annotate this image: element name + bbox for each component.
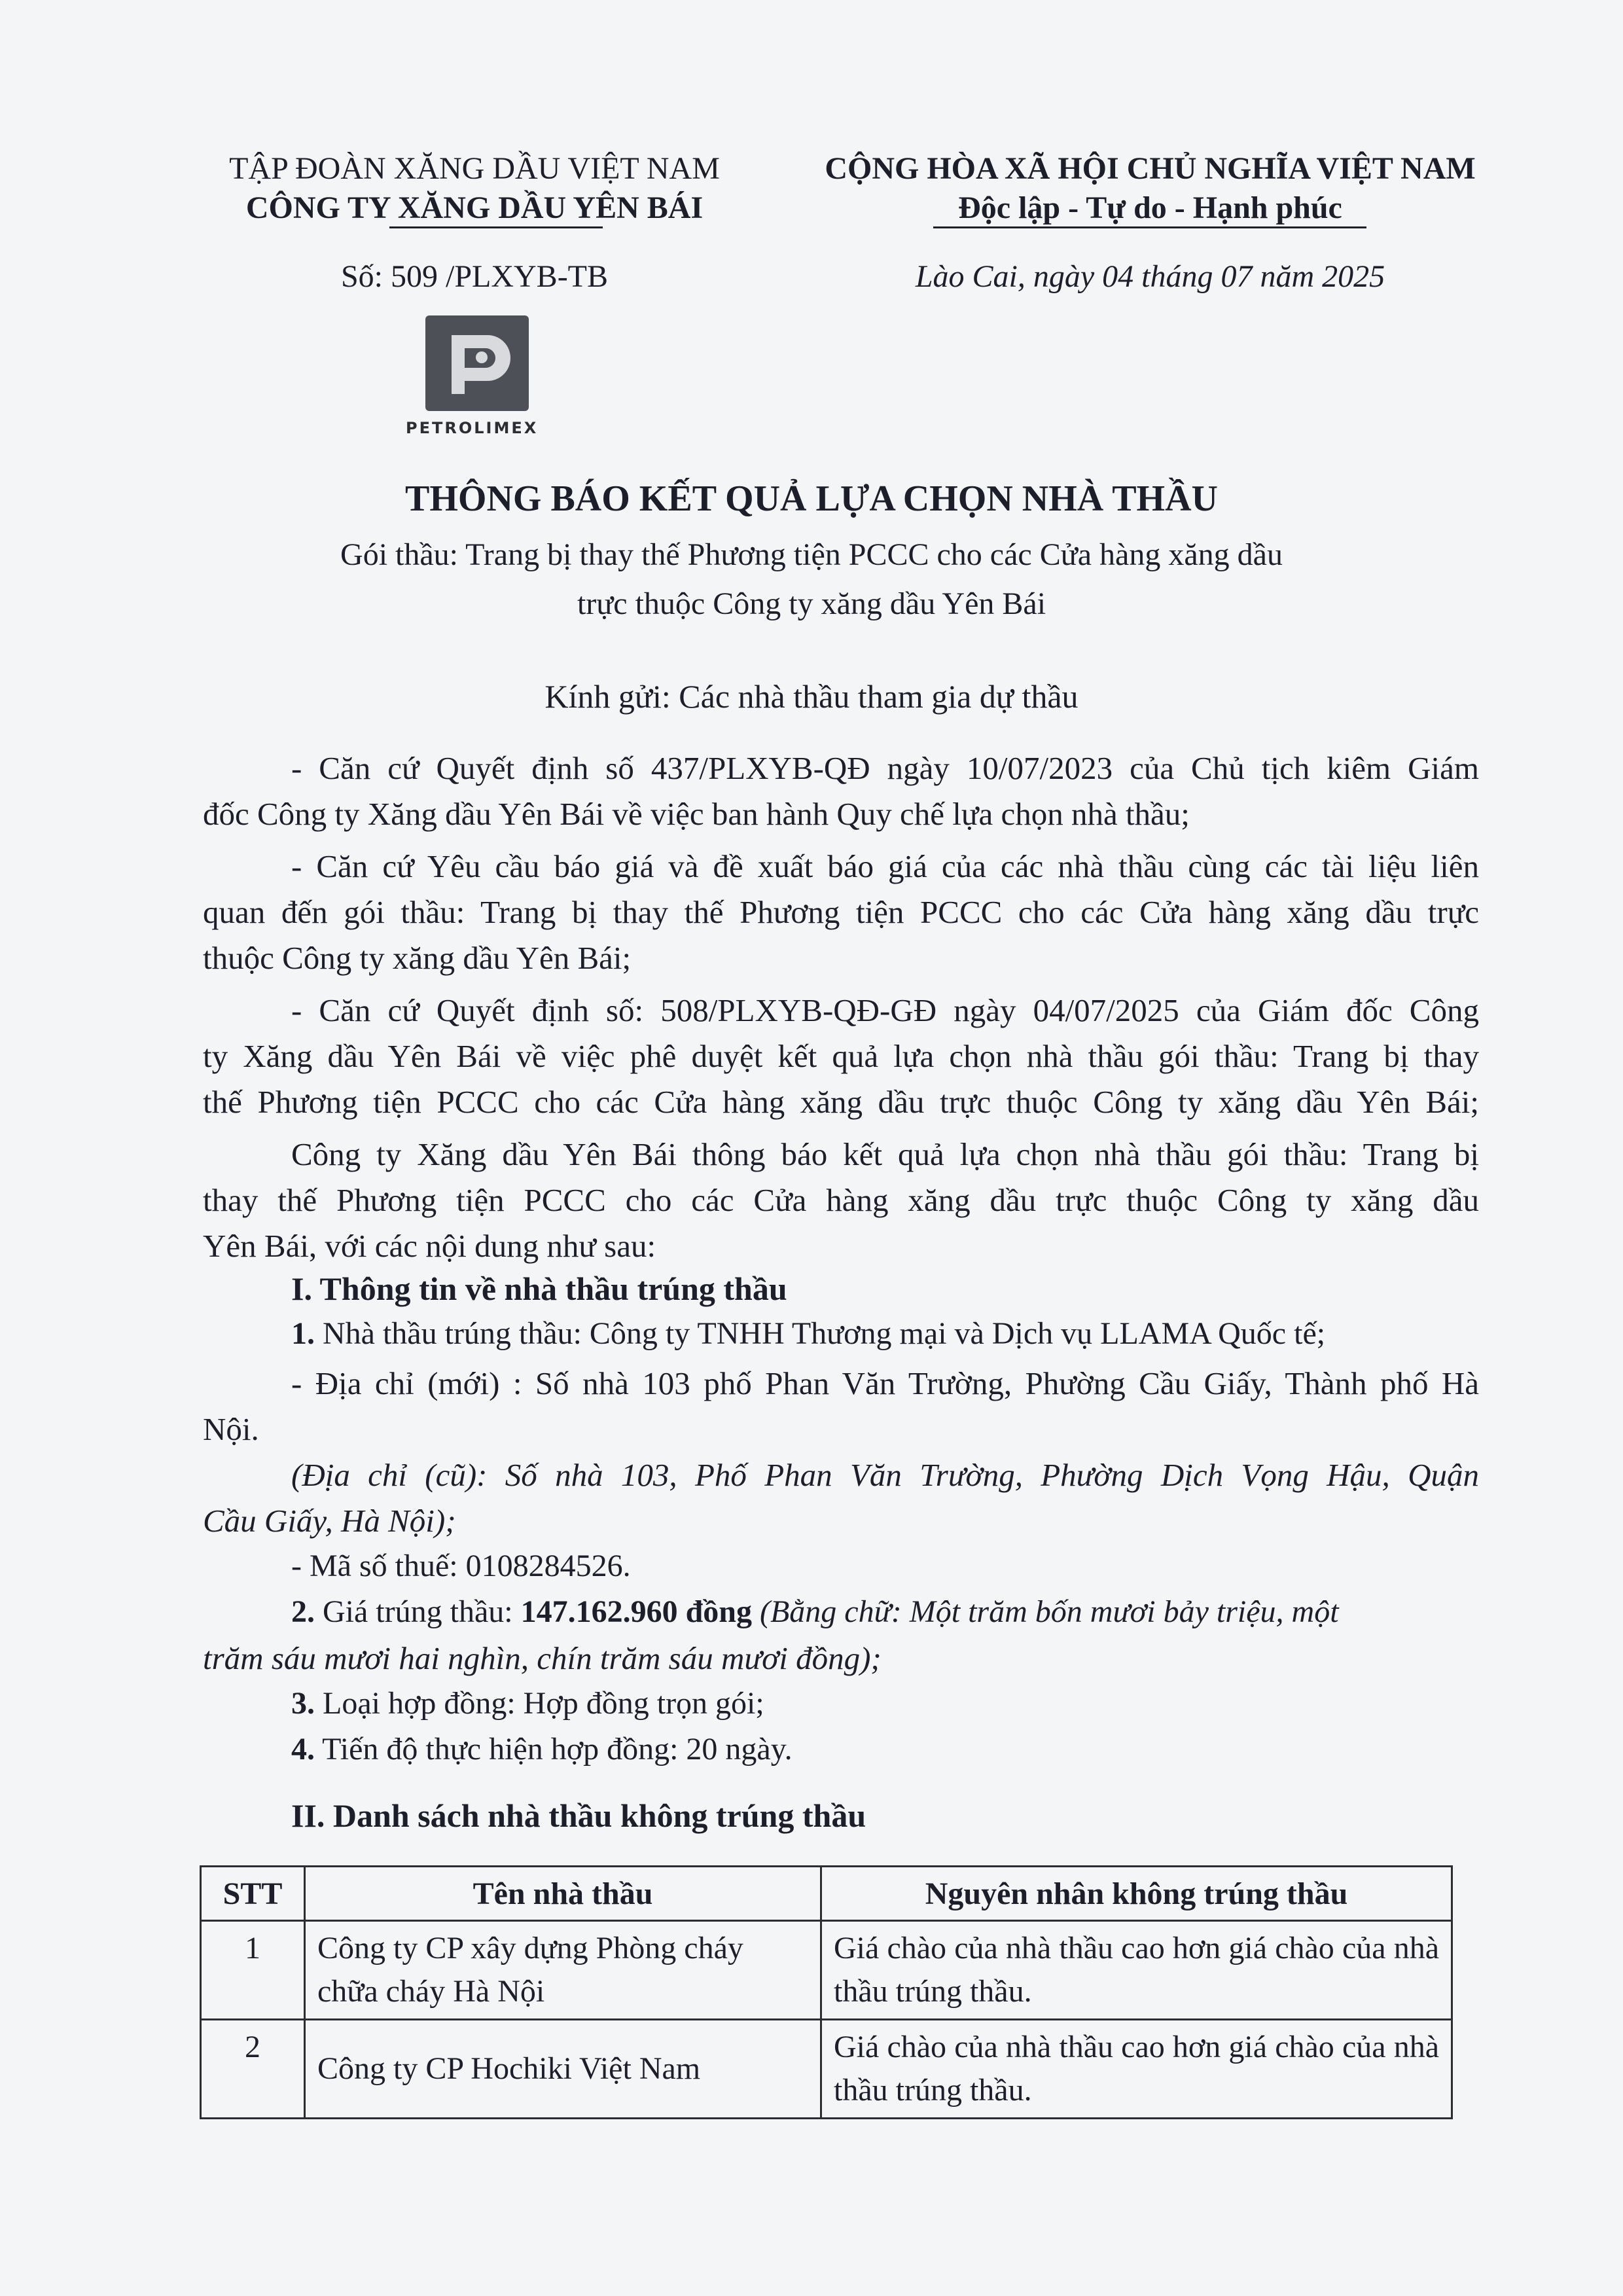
row-name: Công ty CP Hochiki Việt Nam bbox=[305, 2020, 821, 2119]
losing-bidders-table bbox=[200, 1865, 1453, 2119]
schedule-text: Tiến độ thực hiện hợp đồng: 20 ngày. bbox=[315, 1732, 793, 1767]
org-name-underline bbox=[389, 226, 603, 228]
col-stt: STT bbox=[201, 1867, 305, 1921]
contract-num: 3. bbox=[291, 1686, 315, 1721]
row-reason: Giá chào của nhà thầu cao hơn giá chào của nhà thầu trúng thầu. bbox=[821, 2020, 1452, 2119]
announce-line-2: thay thế Phương tiện PCCC cho các Cửa hàng xăng dầu trực thuộc Công ty xăng dầu bbox=[203, 1182, 1479, 1218]
basis-3-line-3: thế Phương tiện PCCC cho các Cửa hàng xăng dầu trực thuộc Công ty xăng dầu Yên Bái; bbox=[203, 1084, 1479, 1120]
price-words-2: trăm sáu mươi hai nghìn, chín trăm sáu mươi đồng); bbox=[203, 1640, 882, 1676]
addr-old-line-2: Cầu Giấy, Hà Nội); bbox=[203, 1503, 456, 1539]
basis-2-line-3: thuộc Công ty xăng dầu Yên Bái; bbox=[203, 940, 632, 976]
place-date: Lào Cai, ngày 04 tháng 07 năm 2025 bbox=[915, 259, 1385, 294]
basis-2-line-1: - Căn cứ Yêu cầu báo giá và đề xuất báo giá của các nhà thầu cùng các tài liệu liên bbox=[291, 848, 1479, 884]
table-row bbox=[201, 1921, 1452, 2020]
basis-1-line-1: - Căn cứ Quyết định số 437/PLXYB-QĐ ngày 10/07/2023 của Chủ tịch kiêm Giám bbox=[291, 750, 1479, 786]
winner-line bbox=[291, 1316, 1325, 1352]
recipient: Kính gửi: Các nhà thầu tham gia dự thầu bbox=[544, 678, 1079, 715]
announce-line-1: Công ty Xăng dầu Yên Bái thông báo kết quả lựa chọn nhà thầu gói thầu: Trang bị bbox=[291, 1136, 1479, 1172]
org-parent: TẬP ĐOÀN XĂNG DẦU VIỆT NAM bbox=[229, 151, 720, 186]
addr-old-line-1: (Địa chỉ (cũ): Số nhà 103, Phố Phan Văn Trường, Phường Dịch Vọng Hậu, Quận bbox=[291, 1457, 1479, 1493]
basis-2-line-2: quan đến gói thầu: Trang bị thay thế Phương tiện PCCC cho các Cửa hàng xăng dầu trực bbox=[203, 894, 1479, 930]
price-words-1: (Bằng chữ: Một trăm bốn mươi bảy triệu, một bbox=[752, 1594, 1339, 1629]
price-line bbox=[291, 1594, 1339, 1630]
section-1-heading: I. Thông tin về nhà thầu trúng thầu bbox=[291, 1270, 787, 1307]
petrolimex-logo-icon bbox=[425, 315, 529, 411]
table-row bbox=[201, 2020, 1452, 2119]
table-header-row bbox=[201, 1867, 1452, 1921]
col-reason: Nguyên nhân không trúng thầu bbox=[821, 1867, 1452, 1921]
tax-code: - Mã số thuế: 0108284526. bbox=[291, 1549, 631, 1583]
price-num: 2. bbox=[291, 1594, 315, 1629]
announce-line-3: Yên Bái, với các nội dung như sau: bbox=[203, 1228, 656, 1264]
package-line-2: trực thuộc Công ty xăng dầu Yên Bái bbox=[577, 586, 1046, 621]
contract-text: Loại hợp đồng: Hợp đồng trọn gói; bbox=[315, 1686, 764, 1721]
col-name: Tên nhà thầu bbox=[305, 1867, 821, 1921]
motto-underline bbox=[933, 226, 1366, 228]
contract-line bbox=[291, 1685, 764, 1721]
winner-text: Nhà thầu trúng thầu: Công ty TNHH Thương mại và Dịch vụ LLAMA Quốc tế; bbox=[315, 1316, 1326, 1351]
basis-1-line-2: đốc Công ty Xăng dầu Yên Bái về việc ban hành Quy chế lựa chọn nhà thầu; bbox=[203, 796, 1190, 832]
price-value: 147.162.960 đồng bbox=[520, 1594, 752, 1629]
org-name: CÔNG TY XĂNG DẦU YÊN BÁI bbox=[245, 190, 704, 225]
basis-3-line-2: ty Xăng dầu Yên Bái về việc phê duyệt kết quả lựa chọn nhà thầu gói thầu: Trang bị thay bbox=[203, 1038, 1479, 1074]
motto: Độc lập - Tự do - Hạnh phúc bbox=[958, 190, 1342, 225]
schedule-line bbox=[291, 1731, 793, 1767]
addr-new-line-2: Nội. bbox=[203, 1411, 259, 1447]
row-stt: 2 bbox=[201, 2020, 305, 2119]
section-2-heading: II. Danh sách nhà thầu không trúng thầu bbox=[291, 1797, 866, 1834]
addr-new-line-1: - Địa chỉ (mới) : Số nhà 103 phố Phan Văn Trường, Phường Cầu Giấy, Thành phố Hà bbox=[291, 1365, 1479, 1401]
winner-num: 1. bbox=[291, 1316, 315, 1351]
row-reason: Giá chào của nhà thầu cao hơn giá chào của nhà thầu trúng thầu. bbox=[821, 1921, 1452, 2020]
package-line-1: Gói thầu: Trang bị thay thế Phương tiện PCCC cho các Cửa hàng xăng dầu bbox=[340, 537, 1283, 572]
price-label: Giá trúng thầu: bbox=[315, 1594, 521, 1629]
schedule-num: 4. bbox=[291, 1732, 315, 1767]
row-name: Công ty CP xây dựng Phòng cháy chữa cháy Hà Nội bbox=[305, 1921, 821, 2020]
country-name: CỘNG HÒA XÃ HỘI CHỦ NGHĨA VIỆT NAM bbox=[825, 151, 1476, 186]
basis-3-line-1: - Căn cứ Quyết định số: 508/PLXYB-QĐ-GĐ ngày 04/07/2025 của Giám đốc Công bbox=[291, 992, 1479, 1028]
logo-text: PETROLIMEX bbox=[406, 419, 539, 437]
doc-number: Số: 509 /PLXYB-TB bbox=[340, 259, 609, 294]
page-title: THÔNG BÁO KẾT QUẢ LỰA CHỌN NHÀ THẦU bbox=[404, 478, 1218, 519]
row-stt: 1 bbox=[201, 1921, 305, 2020]
